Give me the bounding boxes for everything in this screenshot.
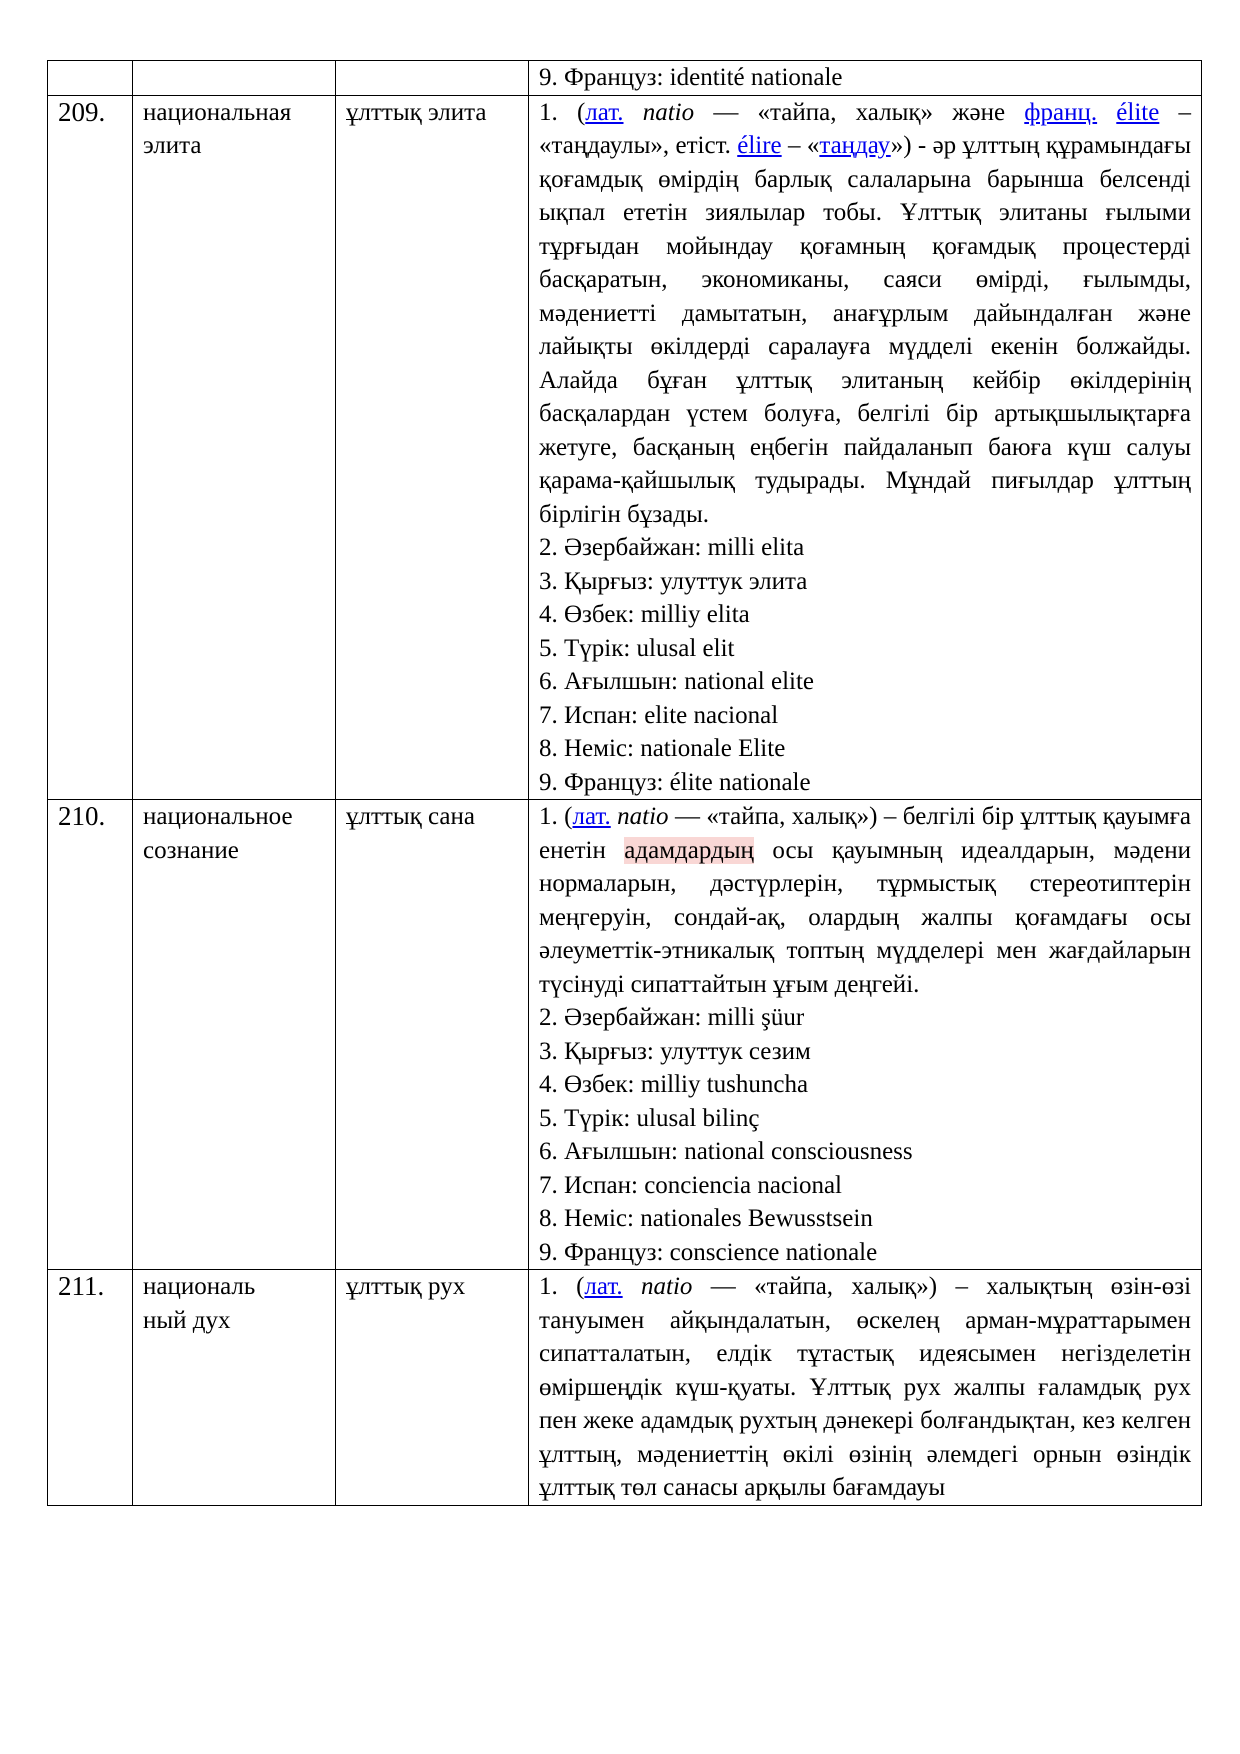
translation-line: 7. Испан: conciencia nacional bbox=[539, 1171, 843, 1199]
definition-part: 1. ( bbox=[539, 98, 586, 126]
definition-text bbox=[539, 800, 1191, 1001]
translation-line: 3. Қырғыз: улуттук элита bbox=[539, 567, 808, 595]
kazakh-term: ұлттық сана bbox=[336, 800, 529, 1270]
kazakh-term: ұлттық рух bbox=[336, 1270, 529, 1506]
definition-part bbox=[624, 99, 643, 126]
translation-line: 4. Өзбек: milliy tushuncha bbox=[539, 1071, 809, 1098]
definition-part: 1. ( bbox=[539, 803, 573, 830]
etymon: natio bbox=[617, 803, 669, 830]
definition-part: – « bbox=[781, 132, 820, 159]
definition-part: — «тайпа, халық») – халықтың өзін-өзі тануымен айқындалатын, өскелең арман-мұраттарымен сипатталатын, елдік тұтастық идеясымен негізделетін өміршеңдік күш-қуаты. Ұлттық рух жалпы ғаламдық рух пен жеке адамдық рухтың дәнекері болғандықтан, кез келген ұлттың, мәдениеттің өкілі өзінің әлемдегі орнын өзіндік ұлттық төл санасы арқылы бағамдауы bbox=[539, 1273, 1192, 1501]
translation-line: 9. Француз: élite nationale bbox=[539, 768, 811, 796]
cell-number bbox=[48, 61, 133, 96]
translation-line: 9. Француз: conscience nationale bbox=[539, 1238, 878, 1266]
entry-number: 210. bbox=[48, 800, 133, 1270]
cell-kazakh-term bbox=[336, 61, 529, 96]
table-row bbox=[48, 95, 1202, 800]
translation-line: 8. Неміс: nationale Elite bbox=[539, 735, 786, 762]
translation-line: 6. Ағылшын: national elite bbox=[539, 668, 815, 695]
russian-term-line: национальная bbox=[143, 98, 292, 126]
russian-term-line: ный дух bbox=[143, 1306, 231, 1334]
cell-russian-term bbox=[133, 61, 336, 96]
entry-number: 211. bbox=[48, 1270, 133, 1506]
russian-term-line: сознание bbox=[143, 836, 239, 864]
russian-term bbox=[133, 1270, 336, 1506]
definition-part: ») - әр ұлттың құрамындағы қоғамдық өмірдің барлық салаларына барынша белсенді ықпал ететін зиялылар тобы. Ұлттық элитаны ғылыми тұрғыдан мойындау қоғамның қоғамдық процестерді басқаратын, экономиканы, саяси өмірді, ғылымды, мәдениетті дамытатын, анағұрлым дайындалған және лайықты өкілдерді саралауға мүдделі екенін болжайды. Алайда бұған ұлттық элитаның кейбір өкілдерінің басқалардан үстем болуға, белгілі бір артықшылықтарға жетуге, басқаның еңбегін пайдаланып баюға күш салуы қарама-қайшылық тудырады. Мұндай пиғылдар ұлттың бірлігін бұзады. bbox=[539, 132, 1191, 528]
cell-definition bbox=[529, 61, 1202, 96]
definition bbox=[529, 800, 1202, 1270]
russian-term-line: элита bbox=[143, 132, 202, 159]
russian-term bbox=[133, 800, 336, 1270]
definition-text bbox=[539, 96, 1191, 532]
tandau-link[interactable]: таңдау bbox=[819, 132, 891, 159]
russian-term-line: национальное bbox=[143, 803, 293, 830]
elite-link[interactable]: élite bbox=[1116, 98, 1160, 126]
definition-part: – «таңдаулы», етіст. bbox=[539, 98, 1192, 159]
definition-part bbox=[623, 1273, 641, 1300]
russian-term bbox=[133, 95, 336, 800]
definition-part: — «тайпа, халық» және bbox=[694, 98, 1025, 126]
translation-line: 5. Түрік: ulusal bilinç bbox=[539, 1104, 760, 1132]
translation-line: 2. Әзербайжан: milli şüur bbox=[539, 1004, 805, 1031]
translation-line: 8. Неміс: nationales Bewusstsein bbox=[539, 1205, 873, 1232]
definition-part: осы қауымның идеалдарын, мәдени нормаларын, дәстүрлерін, тұрмыстық стереотиптерін меңгеруін, сондай-ақ, олардың жалпы қоғамдағы осы әлеуметтік-этникалық топтың мүдделері мен жағдайларын түсінуді сипаттайтын ұғым деңгейі. bbox=[539, 836, 1191, 998]
glossary-table bbox=[47, 60, 1202, 1506]
definition-part: 1. ( bbox=[539, 1273, 585, 1300]
definition bbox=[529, 1270, 1202, 1506]
definition-part: — «тайпа, халық») – белгілі бір ұлттық қауымға енетін bbox=[539, 803, 1192, 864]
translation-line: 7. Испан: elite nacional bbox=[539, 701, 779, 729]
translation-line: 3. Қырғыз: улуттук сезим bbox=[539, 1037, 811, 1065]
translation-line: 5. Түрік: ulusal elit bbox=[539, 634, 735, 662]
russian-term-line: националь bbox=[143, 1273, 256, 1300]
latin-link[interactable]: лат. bbox=[585, 98, 624, 126]
translation-line: 9. Француз: identité nationale bbox=[539, 64, 843, 91]
definition bbox=[529, 95, 1202, 800]
etymon: natio bbox=[642, 98, 695, 126]
entry-number: 209. bbox=[48, 95, 133, 800]
etymon: natio bbox=[641, 1273, 693, 1300]
kazakh-term: ұлттық элита bbox=[336, 95, 529, 800]
elire-link[interactable]: élire bbox=[737, 132, 782, 159]
translation-line: 6. Ағылшын: national consciousness bbox=[539, 1138, 913, 1165]
table-row bbox=[48, 800, 1202, 1270]
translation-line: 4. Өзбек: milliy elita bbox=[539, 601, 750, 628]
latin-link[interactable]: лат. bbox=[572, 803, 611, 830]
translation-line: 2. Әзербайжан: milli elita bbox=[539, 534, 805, 561]
table-row bbox=[48, 1270, 1202, 1506]
table-row bbox=[48, 61, 1202, 96]
highlighted-word: адамдардың bbox=[624, 836, 754, 864]
definition-text bbox=[539, 1270, 1191, 1505]
latin-link[interactable]: лат. bbox=[584, 1273, 623, 1300]
definition-part bbox=[1097, 99, 1116, 126]
french-link[interactable]: франц. bbox=[1024, 98, 1098, 126]
